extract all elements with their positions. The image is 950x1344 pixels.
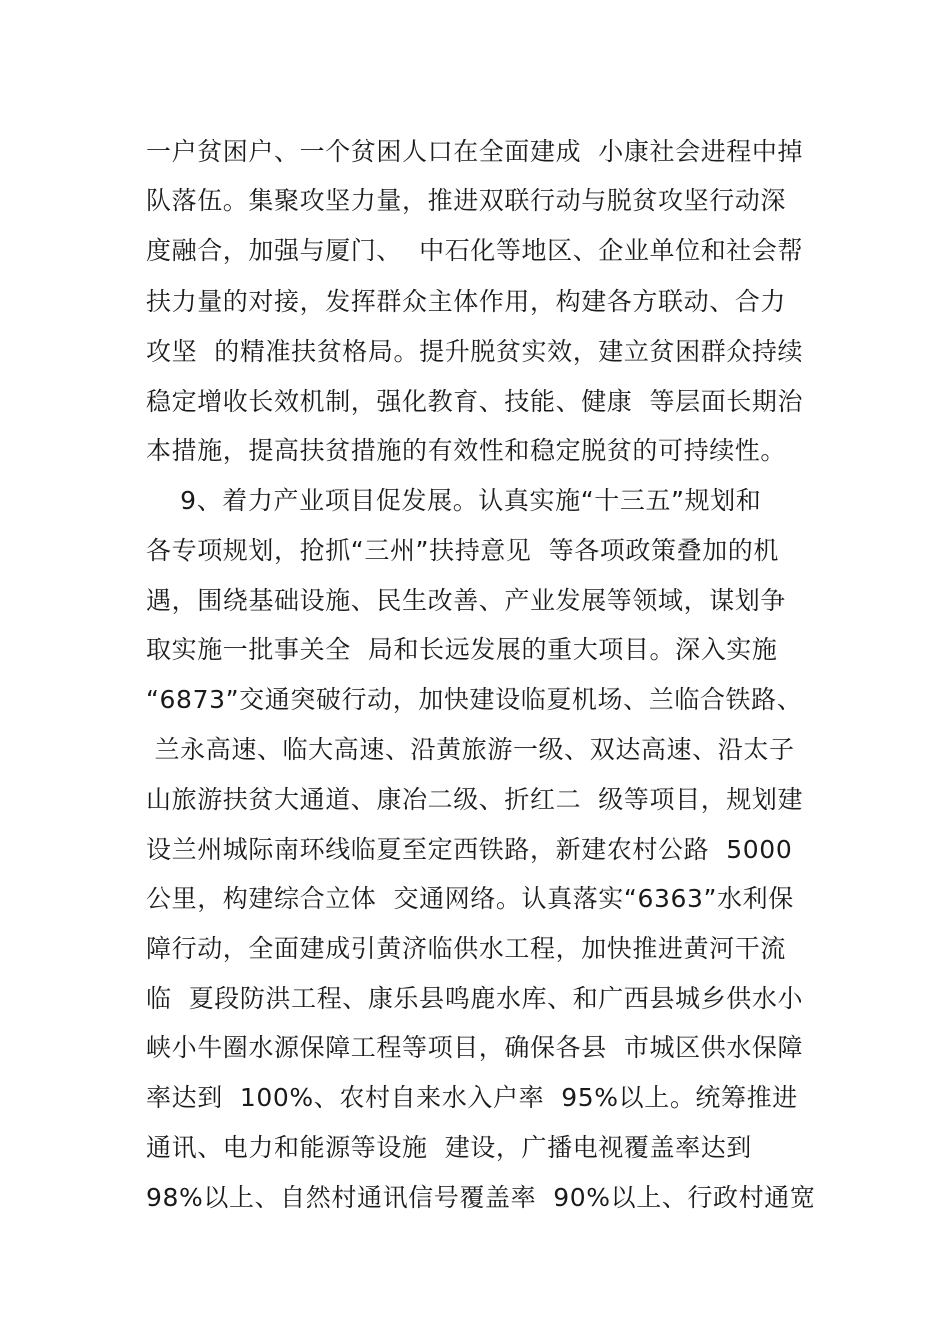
text-line: 稳定增收长效机制，强化教育、技能、健康 等层面长期治 [146, 387, 804, 416]
text-line: 率达到 100%、农村自来水入户率 95%以上。统筹推进 [146, 1083, 798, 1112]
text-line: 攻坚 的精准扶贫格局。提升脱贫实效，建立贫困群众持续 [146, 337, 804, 366]
text-line: 度融合，加强与厦门、 中石化等地区、企业单位和社会帮 [146, 236, 804, 265]
text-line: 各专项规划，抢抓“三州”扶持意见 等各项政策叠加的机 [146, 536, 779, 565]
text-line: 兰永高速、临大高速、沿黄旅游一级、双达高速、沿太子 [146, 735, 795, 764]
text-line: 遇，围绕基础设施、民生改善、产业发展等领域，谋划争 [146, 586, 787, 615]
text-line: 公里，构建综合立体 交通网络。认真落实“6363”水利保 [146, 884, 794, 913]
text-line: 一户贫困户、一个贫困人口在全面建成 小康社会进程中掉 [146, 137, 804, 166]
text-line: 通讯、电力和能源等设施 建设，广播电视覆盖率达到 [146, 1133, 752, 1162]
text-line: “6873”交通突破行动，加快建设临夏机场、兰临合铁路、 [146, 685, 803, 714]
text-line: 峡小牛圈水源保障工程等项目，确保各县 市城区供水保障 [146, 1033, 804, 1062]
text-line: 山旅游扶贫大通道、康冶二级、折红二 级等项目，规划建 [146, 785, 804, 814]
text-line: 障行动，全面建成引黄济临供水工程，加快推进黄河干流 [146, 934, 787, 963]
text-line: 98%以上、自然村通讯信号覆盖率 90%以上、行政村通宽 [146, 1183, 816, 1212]
text-line: 队落伍。集聚攻坚力量，推进双联行动与脱贫攻坚行动深 [146, 186, 787, 215]
text-line: 本措施，提高扶贫措施的有效性和稳定脱贫的可持续性。 [146, 436, 787, 465]
text-line: 设兰州城际南环线临夏至定西铁路，新建农村公路 5000 [146, 835, 793, 864]
paragraph-start-line: 9、着力产业项目促发展。认真实施“十三五”规划和 [146, 486, 762, 515]
text-line: 取实施一批事关全 局和长远发展的重大项目。深入实施 [146, 635, 778, 664]
text-line: 扶力量的对接，发挥群众主体作用，构建各方联动、合力 [146, 287, 787, 316]
text-line: 临 夏段防洪工程、康乐县鸣鹿水库、和广西县城乡供水小 [146, 984, 804, 1013]
